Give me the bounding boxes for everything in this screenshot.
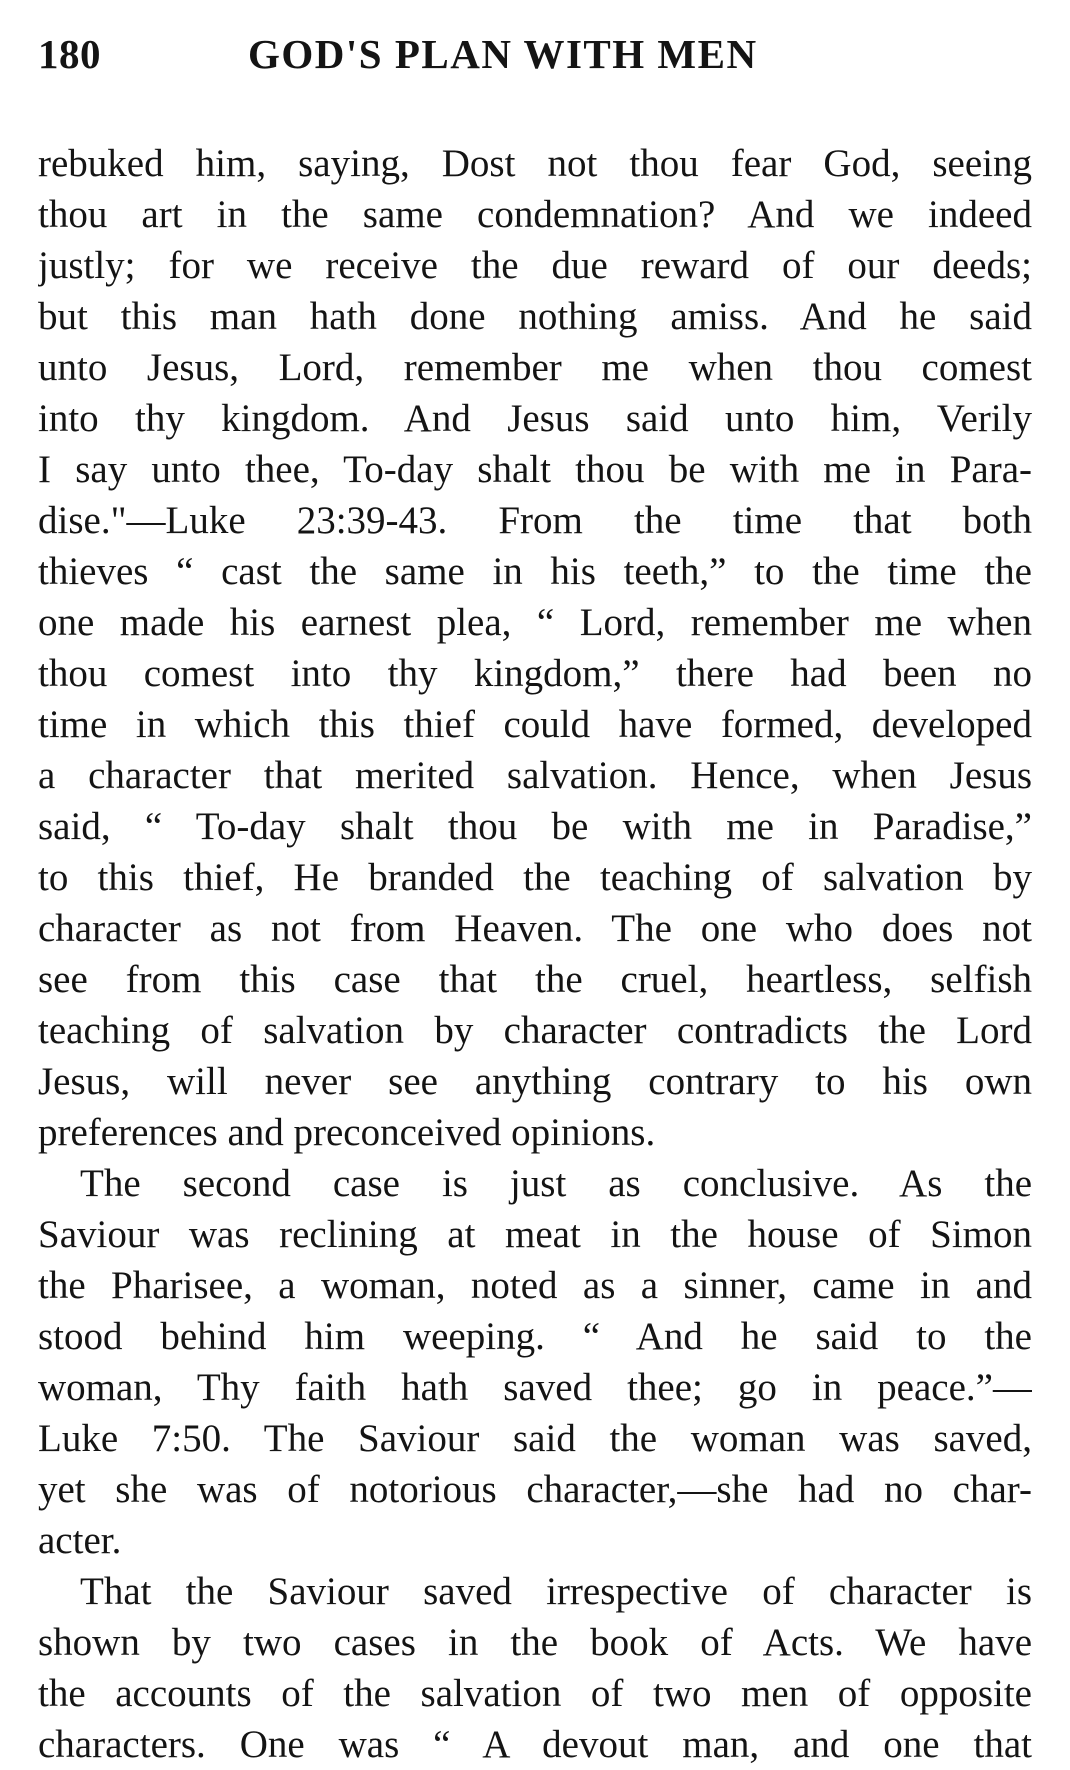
text-line: unto Jesus, Lord, remember me when thou comest (38, 346, 1032, 389)
text-line: preferences and preconceived opinions. (38, 1111, 656, 1154)
text-line: yet she was of notorious character,—she had no char- (38, 1468, 1032, 1511)
text-line: That the Saviour saved irrespective of character is (80, 1570, 1032, 1613)
text-line: rebuked him, saying, Dost not thou fear God, seeing (38, 142, 1032, 185)
text-line: but this man hath done nothing amiss. And he said (38, 295, 1032, 338)
text-line: stood behind him weeping. “ And he said to the (38, 1315, 1032, 1358)
book-page (38, 30, 1032, 1770)
text-line: Jesus, will never see anything contrary to his own (38, 1060, 1032, 1103)
page-number: 180 (38, 31, 101, 77)
text-line: woman, Thy faith hath saved thee; go in peace.”— (38, 1366, 1032, 1409)
paragraph (38, 1158, 1032, 1566)
text-line: character as not from Heaven. The one who does not (38, 907, 1032, 950)
text-line: I say unto thee, To-day shalt thou be with me in Para- (38, 448, 1032, 491)
text-line: justly; for we receive the due reward of our deeds; (38, 244, 1032, 287)
text-line: see from this case that the cruel, heartless, selfish (38, 958, 1032, 1001)
text-line: one made his earnest plea, “ Lord, remember me when (38, 601, 1032, 644)
text-line: shown by two cases in the book of Acts. We have (38, 1621, 1032, 1664)
text-line: said, “ To-day shalt thou be with me in Paradise,” (38, 805, 1032, 848)
text-line: into thy kingdom. And Jesus said unto him, Verily (38, 397, 1032, 440)
text-line: The second case is just as conclusive. As the (80, 1162, 1032, 1205)
text-line: Saviour was reclining at meat in the house of Simon (38, 1213, 1032, 1256)
body-text (38, 138, 1032, 1770)
text-line: acter. (38, 1519, 122, 1562)
text-line: a character that merited salvation. Hence, when Jesus (38, 754, 1032, 797)
text-line: Luke 7:50. The Saviour said the woman was saved, (38, 1417, 1032, 1460)
text-line: the accounts of the salvation of two men of opposite (38, 1672, 1032, 1715)
text-line: time in which this thief could have formed, developed (38, 703, 1032, 746)
text-line: dise."—Luke 23:39-43. From the time that both (38, 499, 1032, 542)
text-line: to this thief, He branded the teaching of salvation by (38, 856, 1032, 899)
text-line: teaching of salvation by character contradicts the Lord (38, 1009, 1032, 1052)
text-line: thieves “ cast the same in his teeth,” to the time the (38, 550, 1032, 593)
paragraph (38, 138, 1032, 1158)
paragraph (38, 1566, 1032, 1770)
page-header (38, 30, 1032, 92)
text-line: thou art in the same condemnation? And we indeed (38, 193, 1032, 236)
running-title: GOD'S PLAN WITH MEN (248, 31, 758, 77)
text-line: the Pharisee, a woman, noted as a sinner, came in and (38, 1264, 1032, 1307)
text-line: thou comest into thy kingdom,” there had been no (38, 652, 1032, 695)
text-line: characters. One was “ A devout man, and one that (38, 1723, 1032, 1766)
